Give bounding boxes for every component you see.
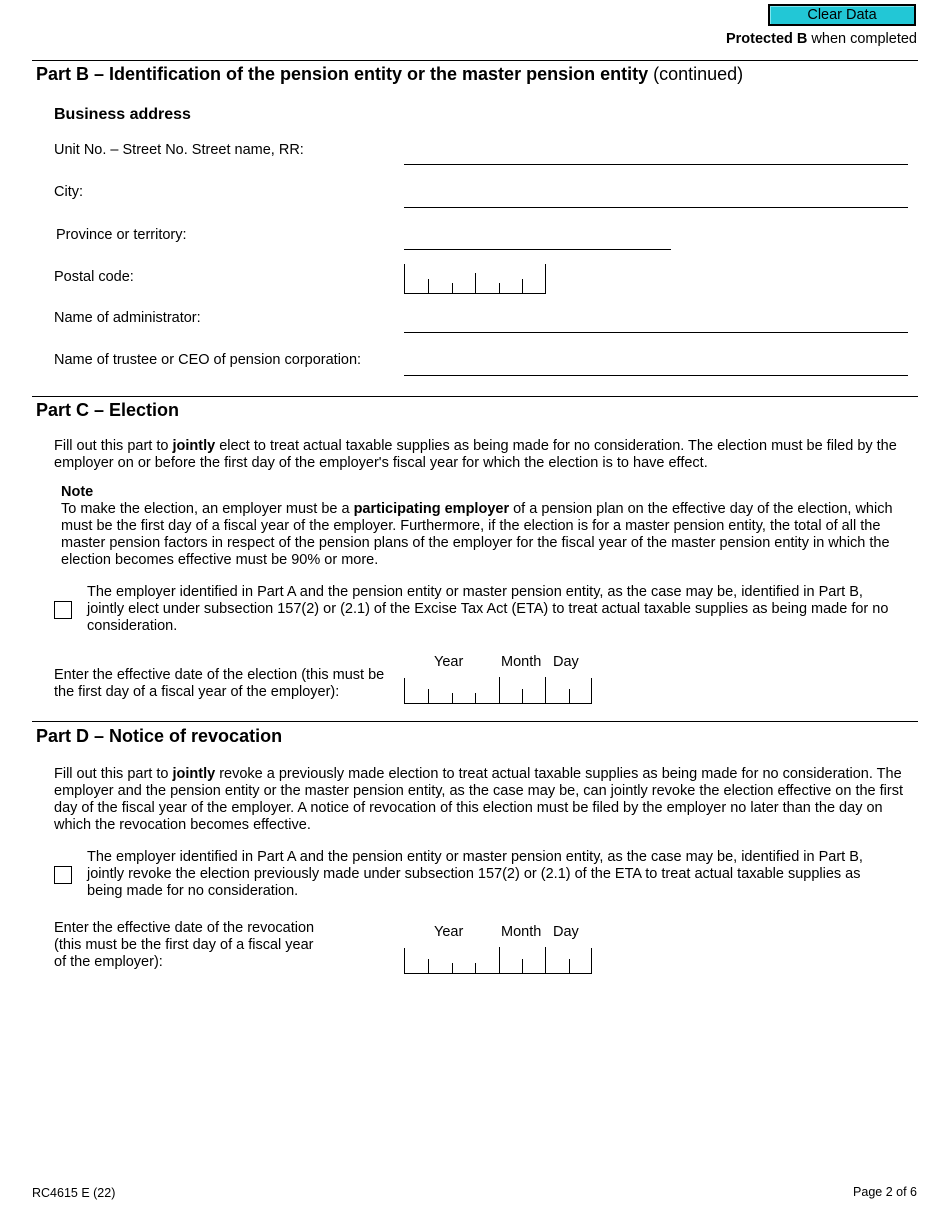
postal-code-input[interactable] [404, 264, 546, 294]
form-id: RC4615 E (22) [32, 1186, 116, 1200]
page-number: Page 2 of 6 [853, 1185, 917, 1199]
province-label: Province or territory: [56, 227, 187, 243]
divider [32, 60, 918, 61]
divider [32, 396, 918, 397]
year-label: Year [434, 924, 464, 940]
election-date-input[interactable] [404, 678, 592, 704]
part-c-title: Part C – Election [36, 400, 180, 420]
trustee-label: Name of trustee or CEO of pension corporation: [54, 352, 362, 368]
day-label: Day [553, 654, 579, 670]
city-input[interactable] [404, 207, 908, 208]
administrator-label: Name of administrator: [54, 310, 201, 326]
revocation-statement: The employer identified in Part A and the pension entity or master pension entity, as the case may be, identified in Part B, jointly revoke the election previously made under subsection 157(2) or (2.1) of the ETA to treat actual taxable supplies as being made for no consideration. [87, 849, 863, 899]
part-c-intro: Fill out this part to jointly elect to treat actual taxable supplies as being made for no consideration. The election must be filed by the employer on or before the first day of the employer's fiscal year for which the election is to have effect. [54, 438, 897, 471]
city-label: City: [54, 184, 83, 200]
trustee-input[interactable] [404, 375, 908, 376]
day-label: Day [553, 924, 579, 940]
election-statement: The employer identified in Part A and the pension entity or master pension entity, as the case may be, identified in Part B, jointly elect under subsection 157(2) or (2.1) of the Excise Tax Act (ETA) to treat actual taxable supplies as being made for no consideration. [87, 584, 889, 634]
clear-data-button[interactable]: Clear Data [768, 4, 916, 26]
note-text: To make the election, an employer must be a participating employer of a pension plan on the effective day of the election, which must be the first day of a fiscal year of the employer. Furthermore, if the election is for a master pension entity, the total of all the master pension factors in respect of the pension plans of the employer for the fiscal year of the master pension entity in which the election becomes effective must be 90% or more. [61, 501, 893, 568]
election-date-label: Enter the effective date of the election (this must be the first day of a fiscal year of the employer): [54, 667, 385, 700]
month-label: Month [501, 924, 542, 940]
revocation-date-input[interactable] [404, 948, 592, 974]
year-label: Year [434, 654, 464, 670]
election-checkbox[interactable] [54, 601, 72, 619]
divider [32, 721, 918, 722]
street-label: Unit No. – Street No. Street name, RR: [54, 142, 304, 158]
street-input[interactable] [404, 164, 908, 165]
revocation-checkbox[interactable] [54, 866, 72, 884]
part-d-title: Part D – Notice of revocation [36, 726, 283, 746]
administrator-input[interactable] [404, 332, 908, 333]
part-d-intro: Fill out this part to jointly revoke a previously made election to treat actual taxable supplies as being made for no consideration. The employer and the pension entity or the master pension entity, as the case may be, can jointly revoke the election effective on the first day of the fiscal year of the employer. A notice of revocation of this election must be filed by the employer no later than the day on which the revocation becomes effective. [54, 766, 903, 833]
province-input[interactable] [404, 249, 671, 250]
protected-b-notice: Protected B when completed [725, 31, 917, 47]
part-b-title: Part B – Identification of the pension entity or the master pension entity (continued) [36, 64, 744, 84]
business-address-heading: Business address [54, 106, 191, 123]
month-label: Month [501, 654, 542, 670]
revocation-date-label: Enter the effective date of the revocation (this must be the first day of a fiscal year of the employer): [54, 920, 315, 970]
note-title: Note [61, 484, 94, 500]
postal-code-label: Postal code: [54, 269, 134, 285]
